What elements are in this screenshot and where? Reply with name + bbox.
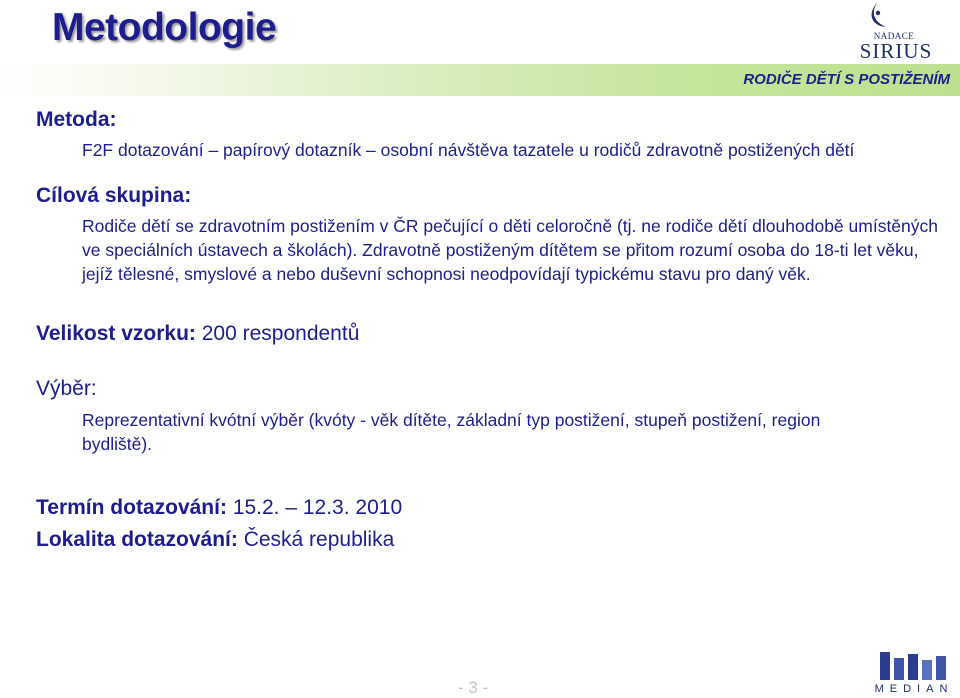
sirius-logo-top: NADACE bbox=[873, 31, 915, 41]
median-bars-icon bbox=[870, 650, 958, 682]
method-text: F2F dotazování – papírový dotazník – osobní návštěva tazatele u rodičů zdravotně postižených dětí bbox=[82, 140, 855, 160]
method-label: Metoda: bbox=[36, 108, 117, 131]
term-label: Termín dotazování: bbox=[36, 496, 227, 519]
sirius-logo bbox=[848, 0, 948, 64]
target-label: Cílová skupina: bbox=[36, 184, 192, 207]
header-band bbox=[0, 64, 960, 96]
median-logo-text: MEDIAN bbox=[874, 683, 954, 695]
page-number: - 3 - bbox=[458, 678, 489, 697]
location-value: Česká republika bbox=[243, 528, 395, 551]
page-title: Metodologie bbox=[52, 6, 277, 49]
median-logo bbox=[870, 650, 958, 697]
selection-text: Reprezentativní kvótní výběr (kvóty - věk dítěte, základní typ postižení, stupeň postižení, region bydliště). bbox=[82, 410, 821, 454]
location-label: Lokalita dotazování: bbox=[36, 528, 238, 551]
sample-line bbox=[36, 320, 951, 347]
term-value: 15.2. – 12.3. 2010 bbox=[232, 496, 403, 519]
sirius-star-icon bbox=[848, 0, 948, 34]
location-line bbox=[36, 526, 951, 553]
sample-value: 200 respondentů bbox=[201, 322, 360, 345]
term-line bbox=[36, 494, 951, 521]
selection-label: Výběr: bbox=[36, 377, 97, 400]
content bbox=[36, 108, 951, 553]
sirius-logo-main: SIRIUS bbox=[859, 39, 933, 63]
target-text: Rodiče dětí se zdravotním postižením v ČR pečující o děti celoročně (tj. ne rodiče dětí dlouhodobě umístěných ve speciálních ústavech a školách). Zdravotně postiženým dítětem se přitom rozumí osoba do 18-ti let věku, jejíž tělesné, smyslové a nebo duševní schopnosi neodpovídají typickému stavu pro daný věk. bbox=[82, 216, 939, 284]
sample-label: Velikost vzorku: bbox=[36, 322, 196, 345]
band-label: RODIČE DĚTÍ S POSTIŽENÍM bbox=[743, 71, 950, 88]
